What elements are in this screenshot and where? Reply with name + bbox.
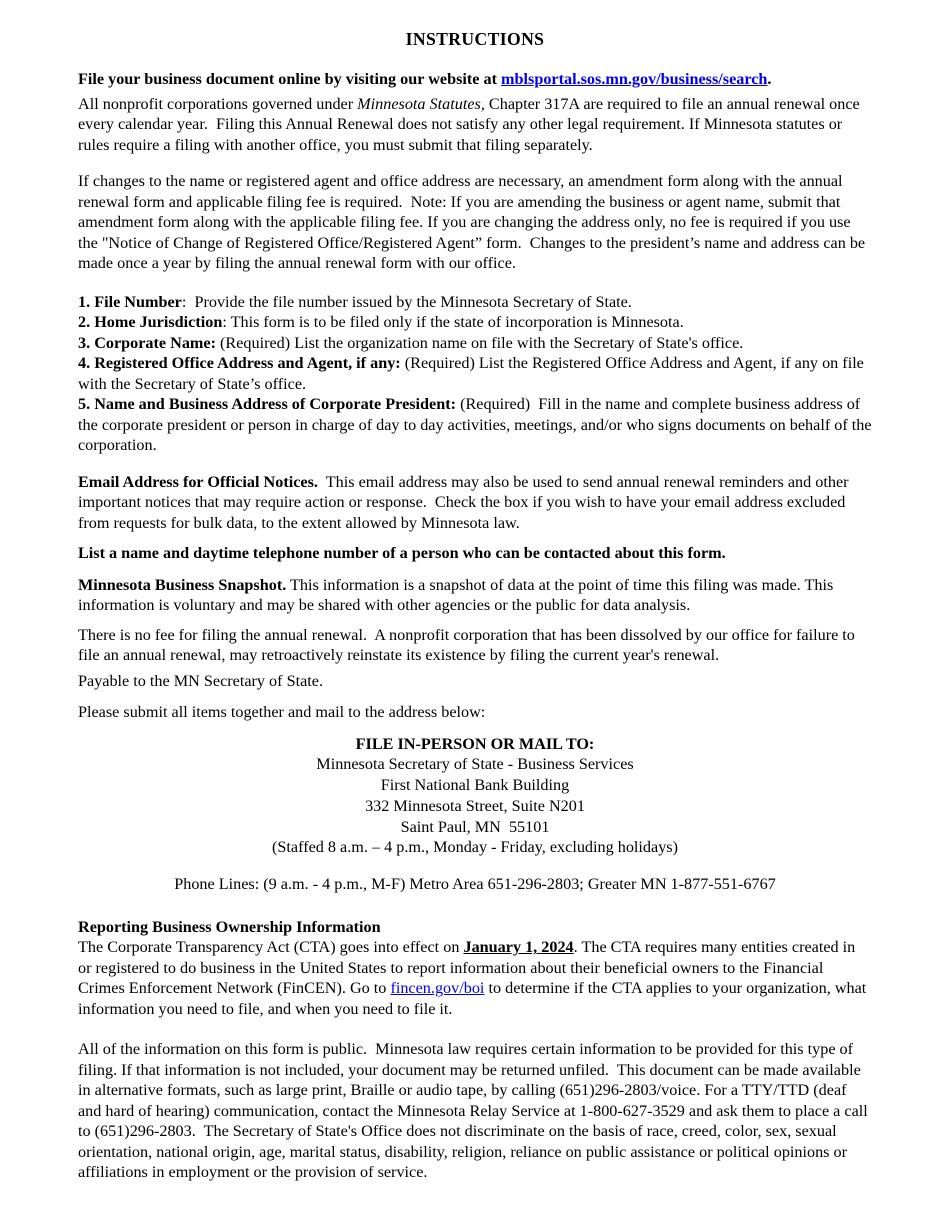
mailto-line-org: Minnesota Secretary of State - Business Services [316, 755, 634, 774]
numbered-item-president [78, 394, 876, 456]
text-segment: January 1, 2024 [463, 938, 574, 957]
mailing-address-block [78, 734, 872, 859]
text-segment: to determine if the CTA applies to your organization, what information you need to file, and when you need to file it. [78, 979, 871, 1018]
numbered-item-home-jurisdiction [78, 312, 872, 333]
text-segment: Chapter 317A are required to file an annual renewal once every calendar year. Filing this Annual Renewal does not satisfy any other legal requirement. If Minnesota statutes or rules require a filing with another office, you must submit that filing separately. [78, 94, 864, 154]
mailto-heading: FILE IN-PERSON OR MAIL TO: [355, 734, 595, 753]
text-segment: Minnesota Statutes, [357, 94, 485, 113]
mailto-line-street: 332 Minnesota Street, Suite N201 [365, 796, 585, 815]
text-segment: (Required) List the Registered Office Address and Agent, if any on file with the Secretary of State’s office. [78, 354, 868, 393]
no-fee-paragraph: There is no fee for filing the annual renewal. A nonprofit corporation that has been dissolved by our office for failure to file an annual renewal, may retroactively reinstate its existence by filing the current year's renewal. [78, 625, 859, 664]
cta-paragraph [78, 937, 872, 1019]
text-segment: 2. Home Jurisdiction [78, 313, 223, 331]
text-segment: (Required) Fill in the name and complete business address of the corporate president or person in charge of day to day activities, meetings, and/or who signs documents on behalf of the corporation. [78, 395, 876, 454]
text-segment: Email Address for Official Notices. [78, 472, 318, 491]
ownership-heading: Reporting Business Ownership Information [78, 917, 381, 936]
phone-lines: Phone Lines: (9 a.m. - 4 p.m., M-F) Metro Area 651-296-2803; Greater MN 1-877-551-6767 [174, 875, 776, 894]
text-segment: : Provide the file number issued by the Minnesota Secretary of State. [181, 292, 632, 311]
text-segment: All nonprofit corporations governed under [78, 94, 358, 113]
online-filing-note [78, 69, 872, 90]
ownership-section [78, 917, 872, 1020]
text-segment: 3. Corporate Name: [78, 333, 216, 352]
statute-paragraph [78, 94, 872, 156]
email-notices-paragraph [78, 472, 872, 534]
contact-person-note: List a name and daytime telephone number of a person who can be contacted about this form. [78, 544, 726, 562]
mailto-line-building: First National Bank Building [380, 776, 570, 795]
text-segment: The Corporate Transparency Act (CTA) goes into effect on [78, 938, 464, 957]
text-segment: File your business document online by visiting our website at [78, 70, 502, 88]
page-title: INSTRUCTIONS [405, 29, 545, 49]
mblsportal-link[interactable]: mblsportal.sos.mn.gov/business/search [501, 70, 768, 88]
snapshot-paragraph [78, 575, 872, 616]
numbered-item-corporate-name [78, 333, 872, 354]
text-segment: . [767, 70, 772, 88]
text-segment: If changes to the name or registered agent and office address are necessary, an amendment form along with the annual renewal form and applicable filing fee is required. Note: If you are amending the business or agent name, submit that amendment form along with the applicable filing fee. If you are changing the address only, no fee is required if you use the "Notice of Change of Registered Office/Registered Agent” form. Changes to the president’s name and address can be made once a year by filing the annual renewal form with our office. [78, 172, 870, 272]
text-segment: Minnesota Business Snapshot. [78, 575, 287, 594]
fincen-link[interactable]: fincen.gov/boi [390, 979, 485, 998]
text-segment: : This form is to be filed only if the state of incorporation is Minnesota. [222, 313, 684, 331]
text-segment: (Required) List the organization name on file with the Secretary of State's office. [216, 333, 744, 352]
mailto-line-hours: (Staffed 8 a.m. – 4 p.m., Monday - Friday, excluding holidays) [272, 838, 678, 857]
submit-note: Please submit all items together and mail to the address below: [78, 703, 486, 721]
payable-note: Payable to the MN Secretary of State. [78, 671, 323, 690]
text-segment: This email address may also be used to send annual renewal reminders and other important notices that may require action or response. Check the box if you wish to have your email address excluded from requests for bulk data, to the extent allowed by Minnesota law. [78, 472, 853, 532]
mailto-line-city: Saint Paul, MN 55101 [400, 817, 550, 836]
public-info-paragraph: All of the information on this form is public. Minnesota law requires certain information to be provided for this type of filing. If that information is not included, your document may be returned unfiled. This document can be made available in alternative formats, such as large print, Braille or audio tape, by calling (651)296-2803/voice. For a TTY/TTD (deaf and hard of hearing) communication, contact the Minnesota Relay Service at 1-800-627-3529 and ask them to place a call to (651)296-2803. The Secretary of State's Office does not discriminate on the basis of race, creed, color, sex, sexual orientation, national origin, age, marital status, disability, religion, reliance on public assistance or political opinions or affiliations in employment or the provision of service. [78, 1040, 872, 1182]
text-segment: 4. Registered Office Address and Agent, if any: [78, 354, 401, 372]
text-segment: 5. Name and Business Address of Corporate President: [78, 395, 457, 413]
changes-paragraph [78, 171, 872, 274]
numbered-item-file-number [78, 292, 872, 313]
numbered-instructions [78, 292, 876, 456]
text-segment: . The CTA requires many entities created in or registered to do business in the United States to report information about their beneficial owners to the Financial Crimes Enforcement Network (FinCEN). Go to [78, 938, 860, 998]
text-segment: This information is a snapshot of data at the point of time this filing was made. This information is voluntary and may be shared with other agencies or the public for data analysis. [78, 575, 838, 614]
numbered-item-registered-office [78, 353, 872, 394]
text-segment: 1. File Number [78, 292, 182, 311]
